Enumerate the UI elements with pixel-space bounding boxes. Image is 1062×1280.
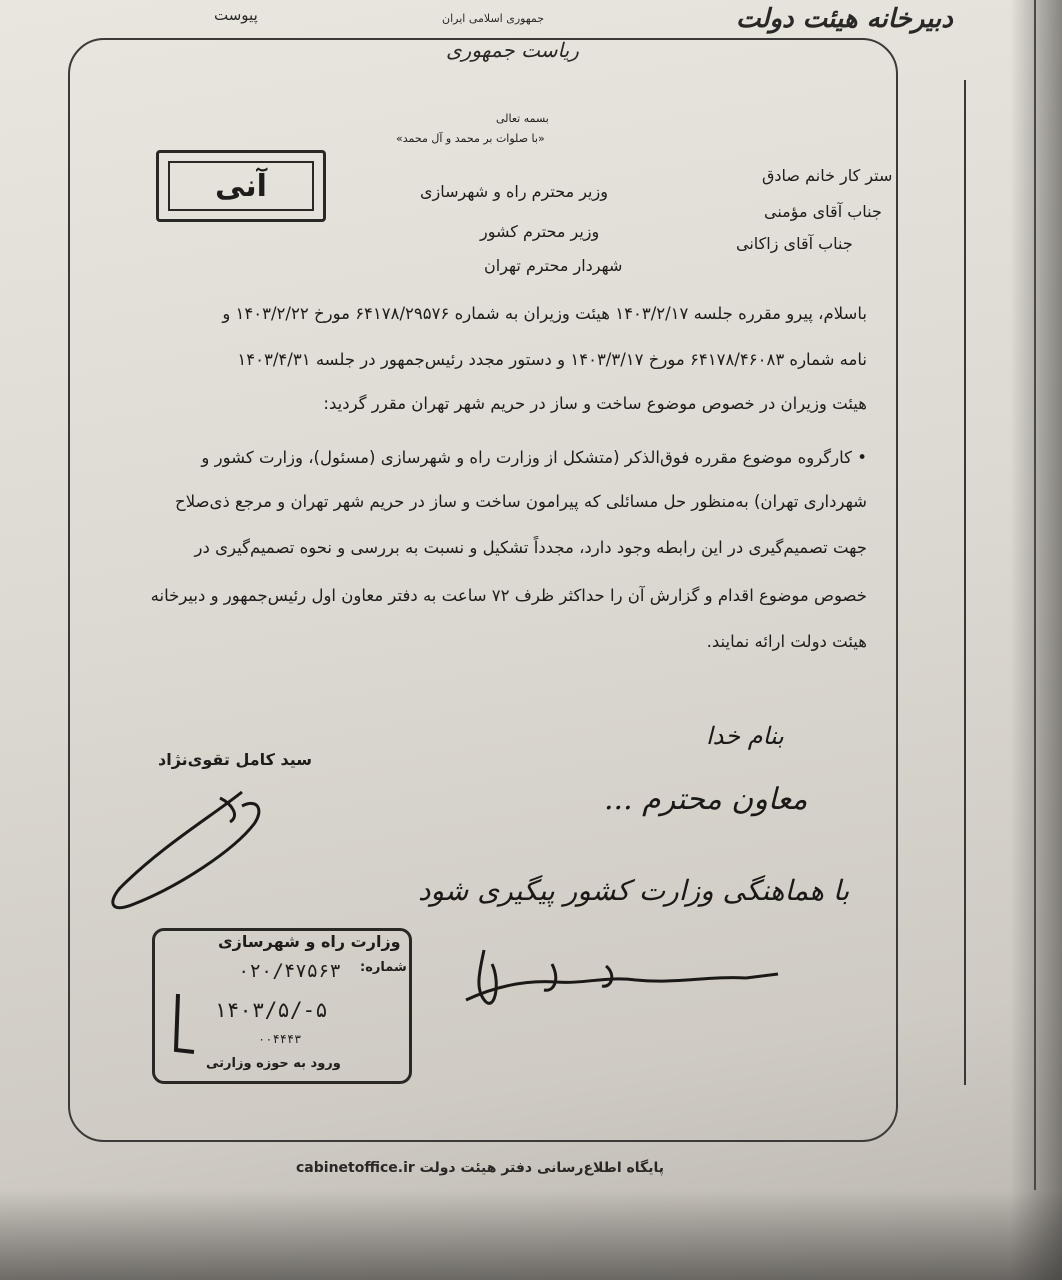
page-bottom-shadow — [0, 1190, 1062, 1280]
stamp-date: ۱۴۰۳/۵/-۵ — [214, 998, 328, 1022]
country-label: جمهوری اسلامی ایران — [442, 12, 545, 25]
organization-header: دبیرخانه هیئت دولت — [736, 4, 953, 34]
body-line-3: هیئت وزیران در خصوص موضوع ساخت و ساز در حریم شهر تهران مقرر گردید: — [323, 394, 867, 413]
body-line-8: هیئت دولت ارائه نمایند. — [706, 632, 867, 651]
handwritten-note-1: بنام خدا — [706, 722, 784, 750]
body-line-2: نامه شماره ۶۴۱۷۸/۴۶۰۸۳ مورخ ۱۴۰۳/۳/۱۷ و دستور مجدد رئیس‌جمهور در جلسه ۱۴۰۳/۴/۳۱ — [237, 350, 867, 369]
signatory-name: سید کامل تقوی‌نژاد — [158, 750, 313, 769]
stamp-title: وزارت راه و شهرسازی — [218, 932, 401, 951]
stamp-number: ۰۲۰/۴۷۵۶۳ — [238, 960, 341, 982]
signature-mark — [92, 776, 292, 926]
recipient-right-3: جناب آقای زاکانی — [736, 234, 853, 253]
body-line-7: خصوص موضوع اقدام و گزارش آن را حداکثر ظرف ۷۲ ساعت به دفتر معاون اول رئیس‌جمهور و دبیرخانه — [150, 586, 867, 605]
stamp-number-label: شماره: — [360, 960, 407, 975]
stamp-footer: ورود به حوزه وزارتی — [206, 1056, 341, 1071]
body-line-6: جهت تصمیم‌گیری در این رابطه وجود دارد، مجدداً تشکیل و نسبت به بررسی و نحوه تصمیم‌گیری در — [194, 538, 867, 557]
recipient-right-2: جناب آقای مؤمنی — [764, 202, 882, 221]
salavat-line: «با صلوات بر محمد و آل محمد» — [396, 132, 545, 145]
urgent-stamp-text: آنی — [168, 161, 314, 211]
page-edge-shadow — [1010, 0, 1062, 1280]
recipient-left-1: وزیر محترم راه و شهرسازی — [420, 182, 608, 201]
margin-line-right — [964, 80, 966, 1085]
presidency-label: ریاست جمهوری — [446, 38, 579, 62]
handwritten-signature — [456, 940, 786, 1020]
body-line-5: شهرداری تهران) به‌منظور حل مسائلی که پیرامون ساخت و ساز در حریم شهر تهران و مرجع ذی‌صلاح — [175, 492, 867, 511]
margin-line-far-right — [1034, 0, 1036, 1190]
recipient-right-1: ستر کار خانم صادق — [762, 166, 893, 185]
urgent-stamp — [156, 150, 326, 222]
body-line-1: باسلام، پیرو مقرره جلسه ۱۴۰۳/۲/۱۷ هیئت وزیران به شماره ۶۴۱۷۸/۲۹۵۷۶ مورخ ۱۴۰۳/۲/۲۲ و — [222, 304, 867, 323]
recipient-left-3: شهردار محترم تهران — [484, 256, 623, 275]
attachment-label: پیوست — [214, 6, 258, 24]
handwritten-note-3: با هماهنگی وزارت کشور پیگیری شود — [418, 874, 850, 907]
stamp-secondary-number: ۰۰۴۴۴۳ — [258, 1032, 302, 1046]
basmala: بسمه تعالی — [496, 112, 549, 125]
handwritten-note-2: معاون محترم ... — [604, 782, 808, 817]
recipient-left-2: وزیر محترم کشور — [480, 222, 600, 241]
stamp-bracket-mark — [168, 990, 198, 1060]
body-line-4: • کارگروه موضوع مقرره فوق‌الذکر (متشکل از وزارت راه و شهرسازی (مسئول)، وزارت کشور و — [201, 448, 867, 467]
footer-website: پایگاه اطلاع‌رسانی دفتر هیئت دولت cabinetoffice.ir — [296, 1160, 664, 1176]
